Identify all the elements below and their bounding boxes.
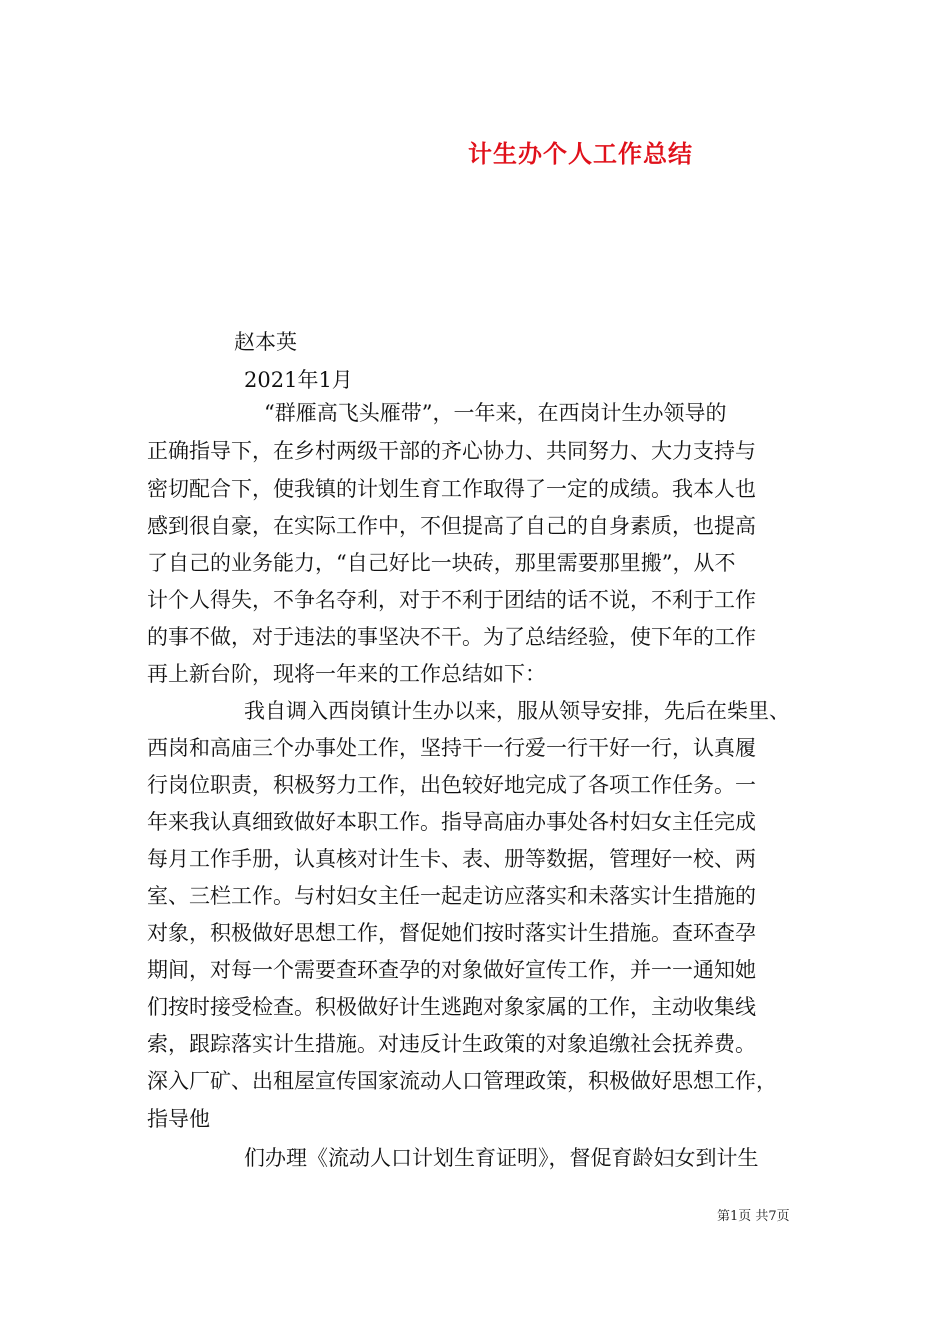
body-line: 行岗位职责，积极努力工作，出色较好地完成了各项工作任务。一 [147, 773, 756, 797]
body-line: 正确指导下，在乡村两级干部的齐心协力、共同努力、大力支持与 [147, 439, 756, 463]
body-line: 室、三栏工作。与村妇女主任一起走访应落实和未落实计生措施的 [147, 884, 756, 908]
body-line: 指导他 [147, 1107, 210, 1131]
body-line: 年来我认真细致做好本职工作。指导高庙办事处各村妇女主任完成 [147, 810, 756, 834]
body-line: 索，跟踪落实计生措施。对违反计生政策的对象追缴社会抚养费。 [147, 1032, 756, 1056]
body-line: 对象，积极做好思想工作，督促她们按时落实计生措施。查环查孕 [147, 921, 756, 945]
document-date: 2021年1月 [244, 368, 353, 392]
body-line: 西岗和高庙三个办事处工作，坚持干一行爱一行干好一行，认真履 [147, 736, 756, 760]
body-line: 们按时接受检查。积极做好计生逃跑对象家属的工作，主动收集线 [147, 995, 756, 1019]
document-title: 计生办个人工作总结 [468, 139, 693, 168]
body-line: 每月工作手册，认真核对计生卡、表、册等数据，管理好一校、两 [147, 847, 756, 871]
body-line: 们办理《流动人口计划生育证明》，督促育龄妇女到计生 [244, 1146, 759, 1170]
body-line: “群雁高飞头雁带”，一年来，在西岗计生办领导的 [264, 401, 727, 425]
body-line: 期间，对每一个需要查环查孕的对象做好宣传工作，并一一通知她 [147, 958, 756, 982]
author-name: 赵本英 [234, 330, 297, 354]
body-line: 深入厂矿、出租屋宣传国家流动人口管理政策，积极做好思想工作， [147, 1069, 777, 1093]
body-line: 计个人得失，不争名夺利，对于不利于团结的话不说，不利于工作 [147, 588, 756, 612]
body-line: 我自调入西岗镇计生办以来，服从领导安排，先后在柴里、 [244, 699, 790, 723]
body-line: 密切配合下，使我镇的计划生育工作取得了一定的成绩。我本人也 [147, 477, 756, 501]
page-number: 第1页 共7页 [717, 1209, 790, 1224]
body-line: 了自己的业务能力，“自己好比一块砖，那里需要那里搬”，从不 [147, 551, 736, 575]
body-line: 的事不做，对于违法的事坚决不干。为了总结经验，使下年的工作 [147, 625, 756, 649]
body-line: 感到很自豪，在实际工作中，不但提高了自己的自身素质，也提高 [147, 514, 756, 538]
body-line: 再上新台阶，现将一年来的工作总结如下： [147, 662, 546, 686]
